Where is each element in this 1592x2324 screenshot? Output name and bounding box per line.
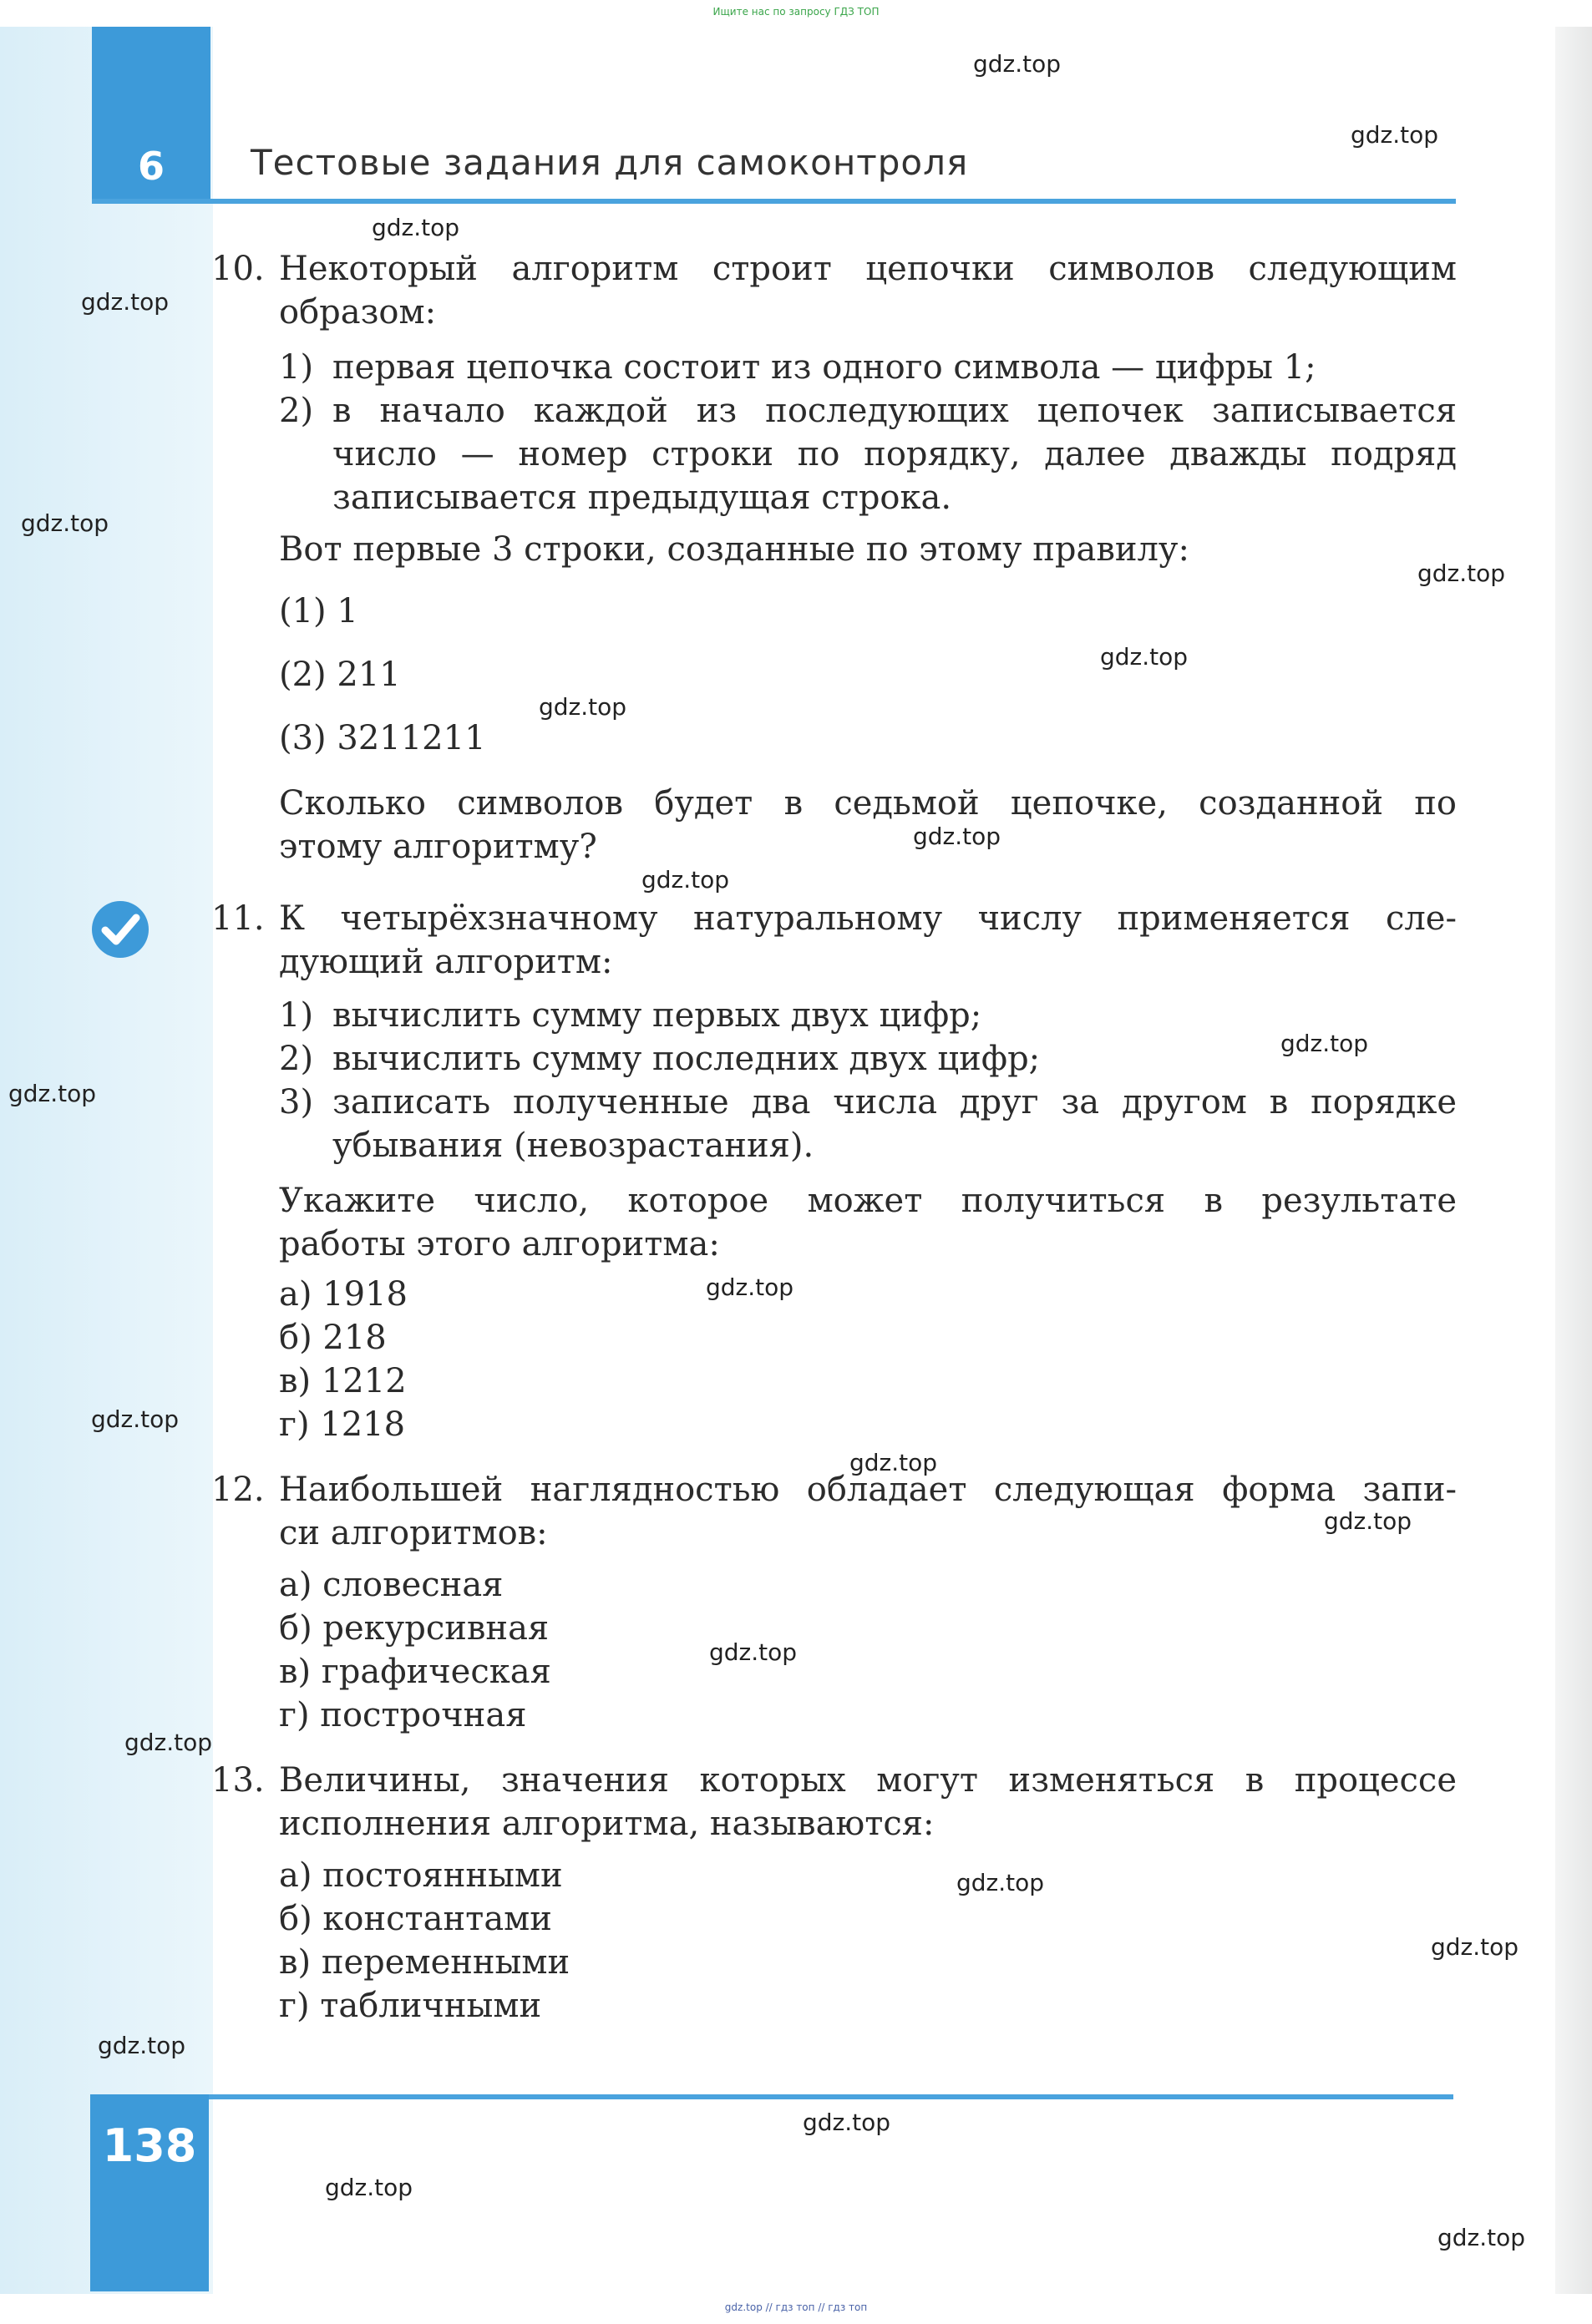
- answer-option[interactable]: а) постоянными: [279, 1856, 563, 1895]
- rule-marker: 1): [279, 348, 314, 387]
- watermark: gdz.top: [956, 1869, 1045, 1896]
- question-text-line: образом:: [279, 293, 437, 332]
- watermark: gdz.top: [913, 823, 1001, 850]
- rule-text: число — номер строки по порядку, далее дважды подряд: [332, 435, 1457, 473]
- watermark: gdz.top: [98, 2032, 186, 2059]
- rule-text: в начало каждой из последующих цепочек записывается: [332, 392, 1457, 430]
- watermark: gdz.top: [803, 2109, 891, 2136]
- answer-option[interactable]: б) 218: [279, 1319, 387, 1357]
- answer-option[interactable]: б) константами: [279, 1900, 552, 1938]
- question-text-line: дующий алгоритм:: [279, 943, 613, 981]
- question-number: 12.: [211, 1471, 265, 1509]
- question-text-line: Укажите число, которое может получиться в результате: [279, 1182, 1457, 1220]
- question-text-line: этому алгоритму?: [279, 828, 597, 866]
- answer-option[interactable]: б) рекурсивная: [279, 1609, 550, 1648]
- step-text: вычислить сумму последних двух цифр;: [332, 1040, 1041, 1078]
- watermark: gdz.top: [1280, 1030, 1369, 1057]
- rule-text: первая цепочка состоит из одного символа — цифры 1;: [332, 348, 1316, 387]
- intro-text: Вот первые 3 строки, созданные по этому правилу:: [279, 530, 1189, 569]
- question-text-line: Сколько символов будет в седьмой цепочке, созданной по: [279, 784, 1457, 823]
- watermark: gdz.top: [21, 509, 109, 537]
- question-text-line: К четырёхзначному натуральному числу применяется сле-: [279, 899, 1457, 938]
- question-number: 10.: [211, 250, 265, 288]
- question-number: 11.: [211, 899, 265, 938]
- page-title: Тестовые задания для самоконтроля: [251, 142, 969, 183]
- question-text-line: Наибольшей наглядностью обладает следующая форма запи-: [279, 1471, 1457, 1509]
- question-text-line: Величины, значения которых могут изменяться в процессе: [279, 1761, 1457, 1800]
- watermark: gdz.top: [91, 1405, 180, 1433]
- step-marker: 2): [279, 1040, 314, 1078]
- answer-option[interactable]: в) 1212: [279, 1362, 407, 1400]
- watermark: gdz.top: [641, 866, 730, 894]
- answer-option[interactable]: г) 1218: [279, 1405, 406, 1444]
- watermark: gdz.top: [1417, 559, 1506, 587]
- watermark: gdz.top: [1431, 1933, 1519, 1961]
- watermark: gdz.top: [1351, 121, 1439, 149]
- rule-text: записывается предыдущая строка.: [332, 478, 952, 517]
- watermark: gdz.top: [973, 50, 1062, 78]
- step-marker: 3): [279, 1083, 314, 1121]
- footer-divider: [92, 2094, 1453, 2099]
- question-number: 13.: [211, 1761, 265, 1800]
- answer-option[interactable]: г) табличными: [279, 1987, 542, 2025]
- watermark: gdz.top: [372, 214, 460, 241]
- watermark: gdz.top: [81, 288, 170, 316]
- example-line: (1) 1: [279, 592, 358, 630]
- question-text-line: си алгоритмов:: [279, 1514, 548, 1552]
- example-line: (2) 211: [279, 656, 401, 694]
- watermark: gdz.top: [8, 1080, 97, 1107]
- answer-option[interactable]: в) переменными: [279, 1943, 570, 1982]
- answer-option[interactable]: г) построчная: [279, 1696, 527, 1734]
- watermark: gdz.top: [325, 2174, 413, 2201]
- watermark: gdz.top: [709, 1638, 798, 1666]
- checkmark-icon: [90, 899, 150, 959]
- watermark: gdz.top: [1324, 1507, 1412, 1535]
- chapter-number: 6: [137, 144, 165, 189]
- watermark: gdz.top: [706, 1273, 794, 1301]
- watermark: gdz.top: [1100, 643, 1189, 671]
- question-text-line: исполнения алгоритма, называются:: [279, 1805, 935, 1843]
- watermark: gdz.top: [124, 1729, 213, 1756]
- answer-option[interactable]: а) словесная: [279, 1566, 504, 1604]
- step-text: вычислить сумму первых двух цифр;: [332, 996, 982, 1035]
- step-marker: 1): [279, 996, 314, 1035]
- question-text-line: работы этого алгоритма:: [279, 1225, 720, 1263]
- step-text: записать полученные два числа друг за другом в порядке: [332, 1083, 1457, 1121]
- bottom-note: gdz.top // гдз топ // гдз топ: [0, 2294, 1592, 2324]
- step-text: убывания (невозрастания).: [332, 1127, 814, 1165]
- page-number-tab: [90, 2094, 209, 2291]
- page-edge-shadow: [1555, 27, 1592, 2294]
- chapter-tab: [92, 27, 210, 200]
- watermark: gdz.top: [539, 693, 627, 721]
- left-margin: [0, 27, 213, 2294]
- example-line: (3) 3211211: [279, 719, 486, 757]
- answer-option[interactable]: а) 1918: [279, 1275, 408, 1314]
- watermark: gdz.top: [849, 1449, 938, 1476]
- rule-marker: 2): [279, 392, 314, 430]
- header-divider: [92, 199, 1456, 204]
- top-note: Ищите нас по запросу ГДЗ ТОП: [0, 0, 1592, 27]
- question-text-line: Некоторый алгоритм строит цепочки символов следующим: [279, 250, 1457, 288]
- answer-option[interactable]: в) графическая: [279, 1653, 551, 1691]
- watermark: gdz.top: [1437, 2224, 1526, 2251]
- page-number: 138: [102, 2119, 197, 2172]
